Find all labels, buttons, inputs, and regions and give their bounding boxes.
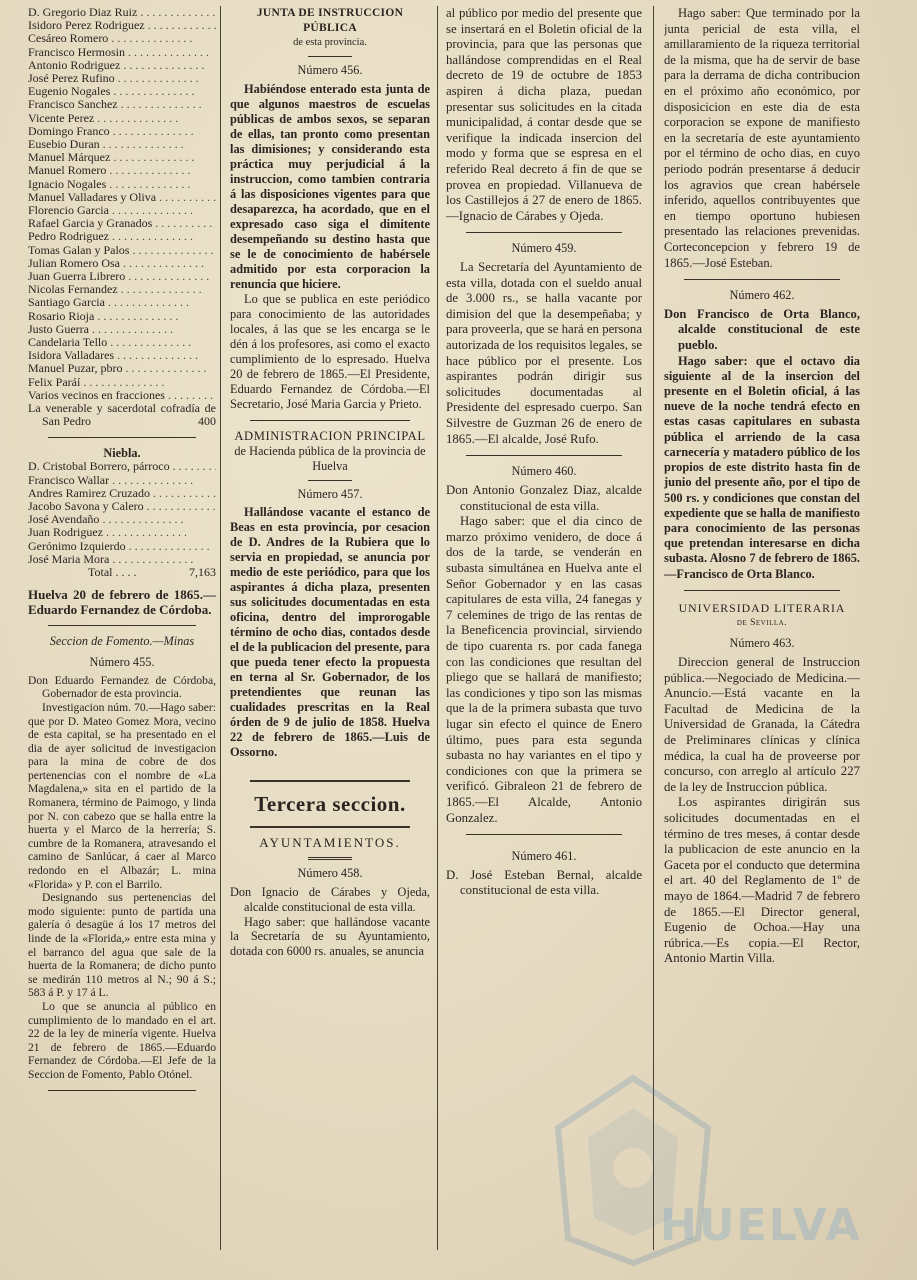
notice-heading: Don Antonio Gonzalez Diaz, alcalde constitucional de esta villa. <box>446 483 642 513</box>
list-item <box>28 72 216 85</box>
list-item-name: Juan Guerra Librero . . . <box>28 270 209 283</box>
column-1 <box>28 6 216 1250</box>
list-item-name: Isidoro Perez Rodriguez . . . <box>28 19 216 32</box>
list-item <box>28 125 216 138</box>
junta-subtitle: de esta provincia. <box>293 36 367 48</box>
divider <box>466 834 622 835</box>
notice-number: Número 460. <box>511 464 577 479</box>
list-item <box>28 376 216 389</box>
list-item <box>28 460 216 473</box>
list-item-name: Julian Romero Osa . . . <box>28 257 204 270</box>
list-item <box>28 349 216 362</box>
total-row: Total . . . . 7,163 <box>88 564 216 579</box>
list-item <box>28 230 216 243</box>
list-item-name: Justo Guerra . . . <box>28 323 173 336</box>
list-item-name: Andres Ramirez Cruzado . . . <box>28 487 216 500</box>
list-item <box>28 323 216 336</box>
list-item <box>28 138 216 151</box>
junta-title: JUNTA DE INSTRUCCION PÚBLICA <box>256 7 404 34</box>
divider <box>48 437 196 438</box>
divider <box>48 625 196 626</box>
list-item-name: Jacobo Savona y Calero . . . <box>28 500 216 513</box>
divider <box>308 480 352 481</box>
list-item <box>28 151 216 164</box>
section-heading-fomento: Seccion de Fomento.—Minas <box>49 634 195 649</box>
list-item-name: Domingo Franco . . . <box>28 125 194 138</box>
list-item-name: Varios vecinos en fracciones . . . <box>28 389 216 402</box>
list-item-name: José Perez Rufino . . . <box>28 72 199 85</box>
list-item-name: Francisco Sanchez . . . <box>28 98 202 111</box>
column-4 <box>664 6 860 1250</box>
list-item-name: Manuel Puzar, pbro . . . <box>28 362 207 375</box>
list-item-name: Nicolas Fernandez . . . <box>28 283 202 296</box>
list-item <box>28 487 216 500</box>
notice-body: Lo que se publica en este periódico para conocimiento de las autoridades locales, á las que se les encarga se le dén á los profesores, asi como el exacto cumplimiento de lo espresado. Huelva 20 de febrero de 1865.—El Presidente, Eduardo Fernandez de Córdoba.—El Secretario, José Maria Garcia y Prieto. <box>230 292 430 412</box>
university-title: UNIVERSIDAD LITERARIA <box>678 600 846 615</box>
divider <box>308 56 352 57</box>
list-item-name: José Maria Mora . . . <box>28 553 193 566</box>
list-item <box>28 402 216 428</box>
notice-body: Hago saber: que el dia cinco de marzo próximo venidero, de doce á dos de la tarde, se venderán en subasta simultánea en Huelva ante el Señor Gobernador y en las casas capitulares de esta villa, 24 fanegas y 7 celemines de trigo de las rentas de la Beneficencia provincial, sirviendo de tipo cuarenta rs. por cada fanega con las condiciones que resultan del pliego que se hallará de manifiesto; las condiciones y tipo son las mismas que la de la primera subasta que tuvo lugar sin efecto el quince de Enero último, pues para esta segunda subasta no hay variantes en el tipo y condiciones con que la primera se verificó. Gibraleon 21 de febrero de 1865.—El Alcalde, Antonio Gonzalez. <box>446 514 642 825</box>
notice-body: Habiéndose enterado esta junta de que algunos maestros de escuelas públicas de ambos sexos, se separan de ellas, tan pronto como presentan las dimisiones; y considerando esta práctica muy perjudicial á la instruccion, como tambien contraria á las disposiciones vigentes para que desaparezca, ha acordado, que en el expresado caso siga el dimitente desempeñando su destino hasta que se le de conocimiento de habérsele admitido por esta corporacion la renuncia que hiciere. <box>230 82 430 292</box>
subscription-list-niebla <box>28 460 216 566</box>
list-item <box>28 191 216 204</box>
notice-number: Número 455. <box>89 654 155 669</box>
divider <box>684 279 840 280</box>
signature: Huelva 20 de febrero de 1865.—Eduardo Fernandez de Córdoba. <box>28 587 216 618</box>
notice-body: Investigacion núm. 70.—Hago saber: que por D. Mateo Gomez Mora, vecino de esta capital, se ha presentado en el dia de ayer solicitud de investigacion para la mina de cobre de dos pertenencias con el nombre de «La Magdalena,» sita en el partido de la Romanera, término de Paimogo, y linda por N. con cabezo que se halla entre la huerta y el Marco de la herrería; S. cumbre de la Romanera, atravesando el camino de Sanlúcar, á caer al Marco redondo en el Albazár; L. mina «Florida» y P. con el Barrilo. <box>28 700 216 891</box>
notice-heading: Don Eduardo Fernandez de Córdoba, Gobernador de esta provincia. <box>28 673 216 701</box>
list-item-name: Florencio Garcia . . . <box>28 204 193 217</box>
list-item <box>28 362 216 375</box>
university-subtitle: de Sevilla. <box>736 617 788 628</box>
notice-heading: Don Ignacio de Cárabes y Ojeda, alcalde constitucional de esta villa. <box>230 884 430 914</box>
list-item-name: Ignacio Nogales . . . <box>28 178 190 191</box>
column-rule <box>653 6 654 1250</box>
list-item <box>28 513 216 526</box>
notice-body: Hago saber: que el octavo dia siguiente al de la insercion del presente en el Boletin oficial, á las nueve de la noche tendrá efecto en estas casas capitulares en subasta pública el arriendo de la casa carnecería y matadero público de los propios de este distrito hasta fin de junio del presente año, por el tipo de 500 rs. y condiciones que constan del expediente que se halla de manifiesto para conocimiento de las personas que pretendan interesarse en dicha subasta. Alosno 7 de febrero de 1865.—Francisco de Orta Blanco. <box>664 353 860 581</box>
column-rule <box>220 6 221 1250</box>
list-item <box>28 474 216 487</box>
notice-heading: D. José Esteban Bernal, alcalde constitucional de esta villa. <box>446 867 642 898</box>
notice-number: Número 461. <box>511 849 577 864</box>
list-item <box>28 98 216 111</box>
list-item <box>28 6 216 19</box>
list-item <box>28 85 216 98</box>
list-item-name: José Avendaño . . . <box>28 513 183 526</box>
list-item-name: Manuel Valladares y Oliva . . . <box>28 191 216 204</box>
notice-number: Número 456. <box>297 63 363 78</box>
admin-title: ADMINISTRACION PRINCIPAL <box>234 429 426 444</box>
divider <box>684 590 840 591</box>
list-item <box>28 46 216 59</box>
list-item <box>28 283 216 296</box>
column-2 <box>230 6 430 1250</box>
watermark-text: HUELVA <box>660 1200 862 1251</box>
list-item-name: D. Cristobal Borrero, párroco . . . <box>28 460 216 473</box>
notice-number: Número 463. <box>729 636 795 651</box>
notice-body: al público por medio del presente que se insertará en el Boletin oficial de la provincia, para que las personas que hallándose comprendidas en el Real decreto de 19 de octubre de 1853 aspiren á dicha plaza, puedan presentar sus solicitudes en la citada municipalidad, á contar desde que se verifique la indicada insercion del modo y forma que se espresa en el referido Real decreto á fin de que se provea en propiedad. Villanueva de los Castillejos á 27 de enero de 1865.—Ignacio de Cárabes y Ojeda. <box>446 6 642 223</box>
total-value: 7,163 <box>189 564 216 579</box>
list-item <box>28 112 216 125</box>
divider <box>250 780 410 782</box>
notice-body: Direccion general de Instruccion pública.—Negociado de Medicina.—Anuncio.—Está vacante en la Facultad de Medicina de la Universidad de Granada, la Cátedra de Preliminares clínicas y clínica médica, la cual ha de proveerse por concurso, con arreglo al artículo 227 de la ley de Instruccion pública. <box>664 655 860 794</box>
divider <box>250 826 410 828</box>
list-item-name: Tomas Galan y Palos . . . <box>28 244 213 257</box>
list-item <box>28 204 216 217</box>
list-item <box>28 59 216 72</box>
list-item-name: Francisco Wallar . . . <box>28 474 193 487</box>
divider <box>466 232 622 233</box>
list-item-name: Rosario Rioja . . . <box>28 310 178 323</box>
notice-body: Lo que se anuncia al público en cumplimiento de lo mandado en el art. 22 de la ley de minería vigente. Huelva 21 de febrero de 1865.—Eduardo Fernandez de Córdoba.—El Jefe de la Seccion de Fomento, Pablo Otónel. <box>28 999 216 1081</box>
notice-number: Número 462. <box>729 288 795 303</box>
list-item-name: Pedro Rodriguez . . . <box>28 230 193 243</box>
list-item-name: Eugenio Nogales . . . <box>28 85 194 98</box>
list-item-name: La venerable y sacerdotal cofradía de San Pedro <box>28 401 216 429</box>
admin-subtitle: de Hacienda pública de la provincia de Huelva <box>234 443 426 473</box>
list-item <box>28 500 216 513</box>
list-item <box>28 526 216 539</box>
column-3 <box>446 6 642 1250</box>
section-heading-niebla: Niebla. <box>103 445 141 460</box>
list-item-name: Rafael Garcia y Granados . . . <box>28 217 216 230</box>
notice-body: Hago saber: que hallándose vacante la Secretaría de su Ayuntamiento, dotada con 6000 rs. anuales, se anuncia <box>230 914 430 959</box>
list-item-name: Manuel Romero . . . <box>28 164 190 177</box>
notice-body: Designando sus pertenencias del modo siguiente: punto de partida una galería ó desagüe á los 17 metros del linde de la «Florida,» entre esta mina y el barranco del agua que sale de la huerta de la Romanera; de dicho punto se medirán 110 metros al N.; 90 á S.; 583 á P. y 17 á L. <box>28 891 216 1000</box>
list-item <box>28 553 216 566</box>
list-item <box>28 310 216 323</box>
list-item-name: Vicente Perez . . . <box>28 112 178 125</box>
notice-heading: Don Francisco de Orta Blanco, alcalde constitucional de este pueblo. <box>664 306 860 353</box>
list-item <box>28 178 216 191</box>
list-item-name: Cesáreo Romero . . . <box>28 32 192 45</box>
notice-body: La Secretaría del Ayuntamiento de esta villa, dotada con el sueldo anual de 3.000 rs., se halla vacante por dimision del que la desempeñaba; y para proveerla, que se hará en persona autorizada de los requisitos legales, se hace público por el presente. Los aspirantes podrán dirigir sus solicitudes documentadas al Presidente del espresado cuerpo. San Silvestre de Guzman 26 de enero de 1865.—El alcalde, José Rufo. <box>446 260 642 446</box>
list-item <box>28 244 216 257</box>
list-item <box>28 270 216 283</box>
list-item-name: Juan Rodriguez . . . <box>28 526 187 539</box>
list-item-name: Eusebio Duran . . . <box>28 138 184 151</box>
notice-body: Los aspirantes dirigirán sus solicitudes documentadas en el término de tres meses, á contar desde la publicacion de este anuncio en la Gaceta por el conducto que determina el art. 40 del Reglamento de 1º de mayo de 1864.—Madrid 7 de febrero de 1865.—El Director general, Eugenio de Ochoa.—Hay una rúbrica.—Es copia.—El Rector, Antonio Martin Villa. <box>664 795 860 966</box>
subscription-list <box>28 6 216 402</box>
list-item <box>28 32 216 45</box>
divider <box>48 1090 196 1091</box>
divider <box>308 857 352 860</box>
list-item-amount: 400 <box>198 414 216 429</box>
list-item-name: Santiago Garcia . . . <box>28 296 189 309</box>
divider <box>466 455 622 456</box>
list-item <box>28 540 216 553</box>
notice-number: Número 458. <box>297 866 363 881</box>
notice-number: Número 457. <box>297 486 363 501</box>
list-item-name: Gerónimo Izquierdo . . . <box>28 540 210 553</box>
column-rule <box>437 6 438 1250</box>
notice-body: Hallándose vacante el estanco de Beas en esta provincia, por cesacion de D. Andres de la Rubiera que lo servia en propiedad, se anuncia por medio de este periódico, para que los aspirantes á dicha plaza, presenten sus solicitudes documentadas en esta oficina, dentro del improrogable término de ocho dias, contados desde el de la publicacion del presente, para que pueda tener efecto la propuesta en terna al Sr. Gobernador, de los pretendientes que reunan las cualidades prescritas en la Real órden de 9 de julio de 1858. Huelva 22 de febrero de 1865.—Luis de Ossorno. <box>230 505 430 760</box>
divider <box>250 420 410 421</box>
list-item-name: D. Gregorio Diaz Ruiz . . . <box>28 6 216 19</box>
notice-number: Número 459. <box>511 241 577 256</box>
list-item-name: Isidora Valladares . . . <box>28 349 198 362</box>
list-item <box>28 257 216 270</box>
section-title-tercera: Tercera seccion. <box>254 792 406 817</box>
notice-body: Hago saber: Que terminado por la junta pericial de esta villa, el amillaramiento de la riqueza territorial de la misma, que ha de servir de base para la derrama de dicha contribucion en el próximo año económico, por disposicicion en este dia de esta corporacion se expone de manifiesto en la secretaría de este ayuntamiento por el término de ocho dias, en cuyo periodo podrán presentarse á deducir los agravios que crean habérsele inferido, aquellos contribuyentes que en tiempo oportuno hubiesen presentado las relaciones prevenidas. Corteconcepcion y febrero 19 de 1865.—José Esteban. <box>664 6 860 270</box>
list-item-name: Manuel Márquez . . . <box>28 151 194 164</box>
list-item-name: Antonio Rodriguez . . . <box>28 59 204 72</box>
list-item-name: Felix Paráí . . . <box>28 376 164 389</box>
total-label: Total <box>88 565 113 579</box>
list-item <box>28 19 216 32</box>
list-item <box>28 217 216 230</box>
list-item <box>28 296 216 309</box>
list-item-name: Francisco Hermosin . . . <box>28 46 209 59</box>
list-item <box>28 336 216 349</box>
section-title-ayuntamientos: AYUNTAMIENTOS. <box>259 835 401 851</box>
list-item <box>28 164 216 177</box>
list-item-name: Candelaria Tello . . . <box>28 336 191 349</box>
